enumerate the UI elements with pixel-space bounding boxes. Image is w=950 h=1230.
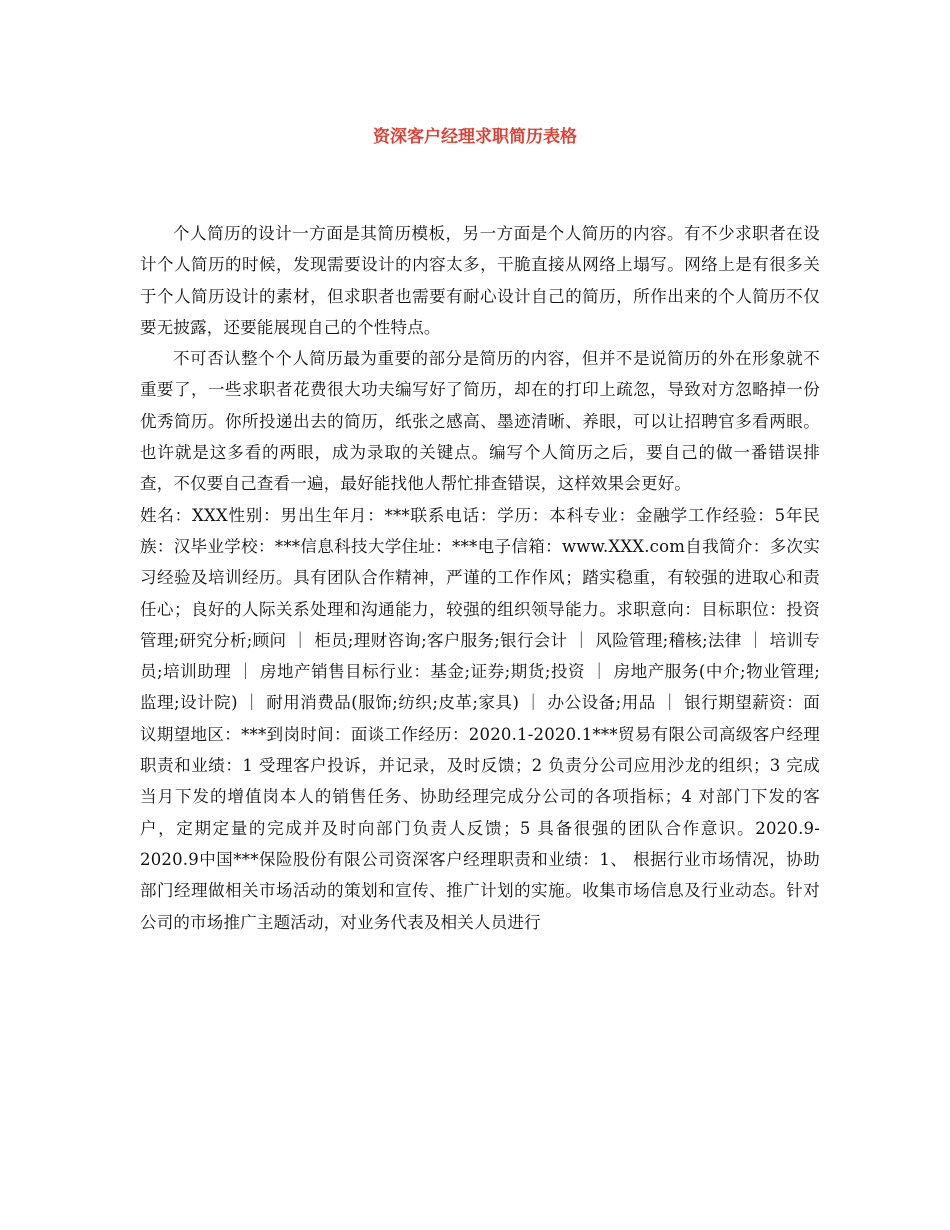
document-body bbox=[140, 218, 820, 938]
paragraph-intro: 个人简历的设计一方面是其简历模板，另一方面是个人简历的内容。有不少求职者在设计个人简历的时候，发现需要设计的内容太多，干脆直接从网络上塌写。网络上是有很多关于个人简历设计的素材，但求职者也需要有耐心设计自己的简历，所作出来的个人简历不仅要无披露，还要能展现自己的个性特点。 bbox=[140, 224, 820, 337]
paragraph-content-importance: 不可否认整个个人简历最为重要的部分是简历的内容，但并不是说简历的外在形象就不重要了，一些求职者花费很大功夫编写好了简历，却在的打印上疏忽，导致对方忽略掉一份优秀简历。你所投递出去的简历，纸张之感高、墨迹清晰、养眼，可以让招聘官多看两眼。也许就是这多看的两眼，成为录取的关键点。编写个人简历之后，要自己的做一番错误排查，不仅要自己查看一遍，最好能找他人帮忙排查错误，这样效果会更好。 bbox=[140, 349, 820, 494]
resume-details: 姓名：XXX性别：男出生年月：***联系电话：学历：本科专业：金融学工作经验：5年民族：汉毕业学校：***信息科技大学住址：***电子信箱：www.XXX.com自我简介：多次实习经验及培训经历。具有团队合作精神，严谨的工作作风；踏实稳重，有较强的进取心和责任心；良好的人际关系处理和沟通能力，较强的组织领导能力。求职意向：目标职位：投资管理;研究分析;顾问 ｜ 柜员;理财咨询;客户服务;银行会计 ｜ 风险管理;稽核;法律 ｜ 培训专员;培训助理 ｜ 房地产销售目标行业：基金;证券;期货;投资 ｜ 房地产服务(中介;物业管理;监理;设计院) ｜ 耐用消费品(服饰;纺织;皮革;家具) ｜ 办公设备;用品 ｜ 银行期望薪资：面议期望地区：***到岗时间：面谈工作经历：2020.1-2020.1***贸易有限公司高级客户经理 职责和业绩：1 受理客户投诉，并记录，及时反馈；2 负责分公司应用沙龙的组织；3 完成当月下发的增值岗本人的销售任务、协助经理完成分公司的各项指标；4 对部门下发的客户，定期定量的完成并及时向部门负责人反馈；5 具备很强的团队合作意识。2020.9-2020.9中国***保险股份有限公司资深客户经理职责和业绩：1、 根据行业市场情况，协助部门经理做相关市场活动的策划和宣传、推广计划的实施。收集市场信息及行业动态。针对公司的市场推广主题活动，对业务代表及相关人员进行 bbox=[140, 505, 820, 932]
document-title: 资深客户经理求职简历表格 bbox=[373, 127, 577, 147]
